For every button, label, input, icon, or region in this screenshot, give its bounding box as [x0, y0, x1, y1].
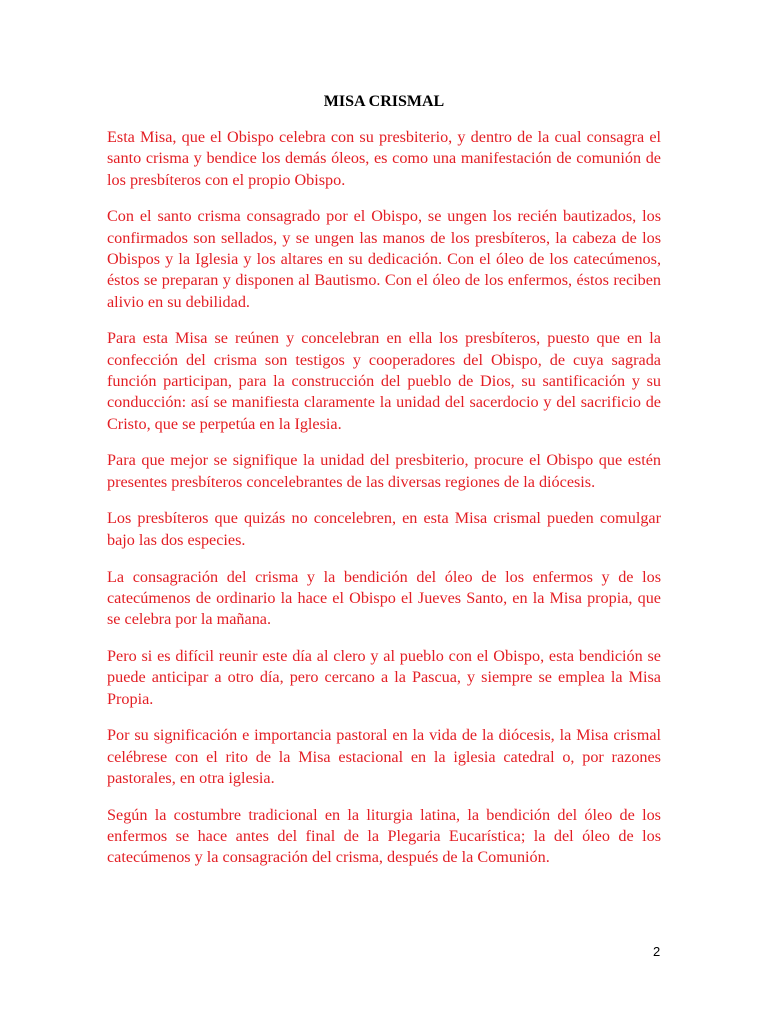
page-number: 2 — [653, 944, 661, 959]
paragraph: Según la costumbre tradicional en la liturgia latina, la bendición del óleo de los enfermos se hace antes del final de la Plegaria Eucarística; la del óleo de los catecúmenos y la consagración del crisma, después de la Comunión. — [107, 805, 661, 867]
paragraph: Para que mejor se signifique la unidad del presbiterio, procure el Obispo que estén presentes presbíteros concelebrantes de las diversas regiones de la diócesis. — [107, 451, 661, 491]
paragraph: Por su significación e importancia pastoral en la vida de la diócesis, la Misa crismal celébrese con el rito de la Misa estacional en la iglesia catedral o, por razones pastorales, en otra iglesia. — [107, 726, 661, 787]
document-body — [107, 127, 661, 884]
paragraph: Con el santo crisma consagrado por el Obispo, se ungen los recién bautizados, los confirmados son sellados, y se ungen las manos de los presbíteros, la cabeza de los Obispos y la Iglesia y los altares en su dedicación. Con el óleo de los catecúmenos, éstos se preparan y disponen al Bautismo. Con el óleo de los enfermos, éstos reciben alivio en su debilidad. — [107, 207, 661, 311]
paragraph: Para esta Misa se reúnen y concelebran en ella los presbíteros, puesto que en la confección del crisma son testigos y cooperadores del Obispo, de cuya sagrada función participan, para la construcción del pueblo de Dios, su santificación y su conducción: así se manifiesta claramente la unidad del sacerdocio y del sacrificio de Cristo, que se perpetúa en la Iglesia. — [107, 329, 661, 433]
page-title: MISA CRISMAL — [323, 93, 445, 110]
paragraph: Los presbíteros que quizás no concelebren, en esta Misa crismal pueden comulgar bajo las dos especies. — [107, 509, 661, 549]
paragraph: La consagración del crisma y la bendición del óleo de los enfermos y de los catecúmenos de ordinario la hace el Obispo el Jueves Santo, en la Misa propia, que se celebra por la mañana. — [107, 567, 661, 629]
paragraph: Esta Misa, que el Obispo celebra con su presbiterio, y dentro de la cual consagra el santo crisma y bendice los demás óleos, es como una manifestación de comunión de los presbíteros con el propio Obispo. — [107, 128, 661, 189]
paragraph: Pero si es difícil reunir este día al clero y al pueblo con el Obispo, esta bendición se puede anticipar a otro día, pero cercano a la Pascua, y siempre se emplea la Misa Propia. — [107, 646, 661, 708]
